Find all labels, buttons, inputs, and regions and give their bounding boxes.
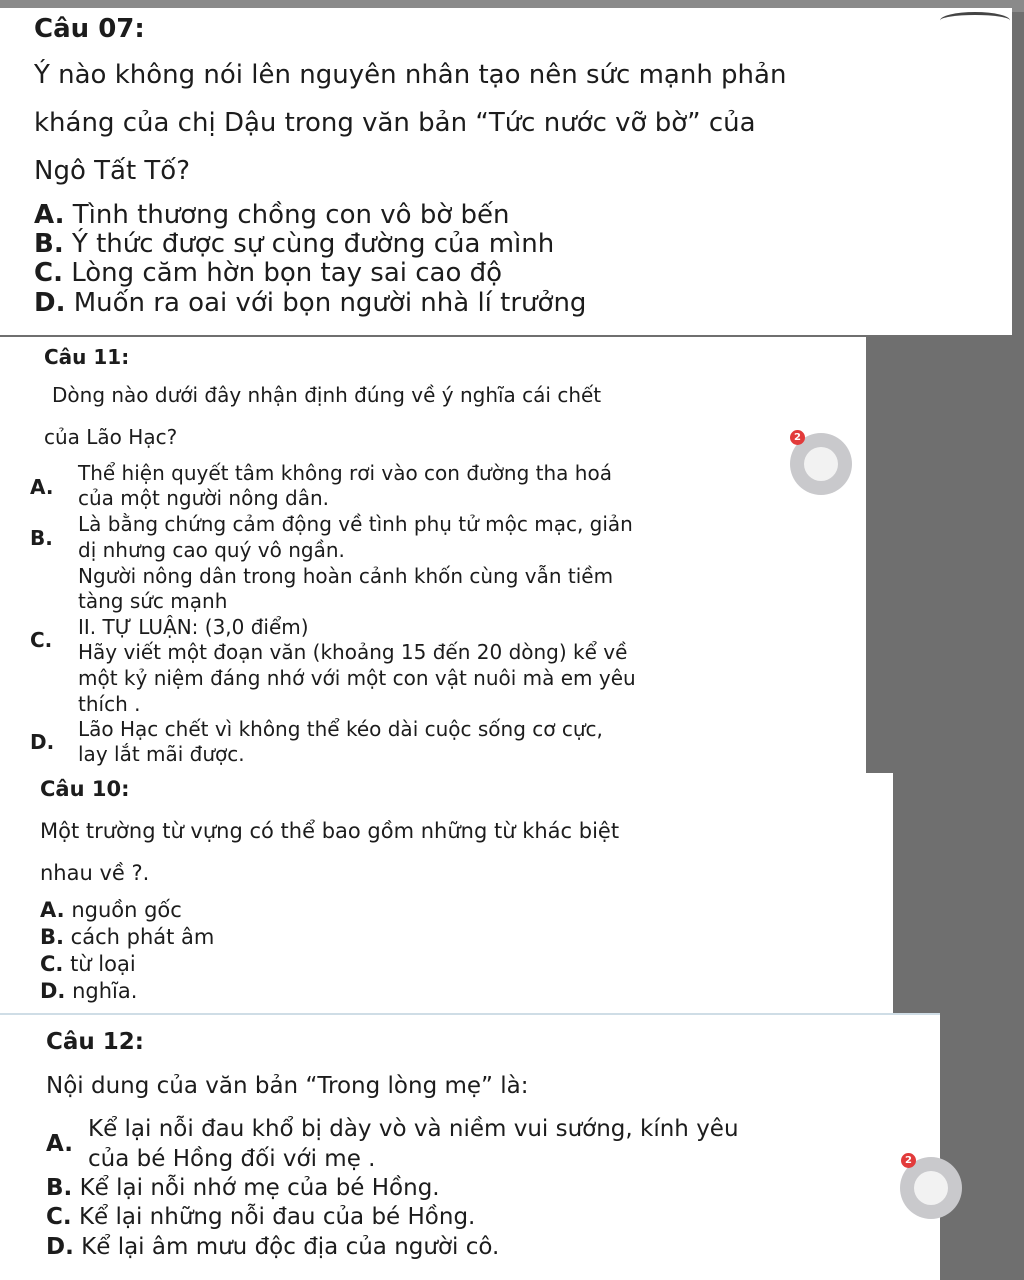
option-letter: A. (34, 200, 65, 230)
option-line: Thể hiện quyết tâm không rơi vào con đường tha hoá (78, 461, 612, 485)
option-c[interactable] (34, 258, 502, 288)
question-line: nhau về ?. (40, 861, 150, 885)
notification-badge: 2 (790, 430, 805, 445)
option-line: một kỷ niệm đáng nhớ với một con vật nuôi mà em yêu (78, 666, 636, 690)
option-d[interactable] (40, 979, 137, 1003)
option-d[interactable] (34, 288, 586, 318)
option-line: lay lắt mãi được. (78, 742, 245, 766)
option-text: Ý thức được sự cùng đường của mình (71, 229, 555, 259)
option-letter: A. (46, 1131, 73, 1157)
option-letter: A. (30, 475, 54, 499)
option-text: từ loại (70, 952, 136, 976)
option-letter: C. (30, 628, 53, 652)
question-12-card (0, 1013, 940, 1280)
option-letter: B. (34, 229, 64, 259)
option-a[interactable] (34, 200, 509, 230)
option-b[interactable] (40, 925, 214, 949)
option-line: II. TỰ LUẬN: (3,0 điểm) (78, 615, 309, 639)
question-line: Ngô Tất Tố? (34, 156, 190, 186)
option-c[interactable] (40, 952, 136, 976)
option-letter: C. (34, 258, 63, 288)
option-c[interactable] (46, 1204, 475, 1230)
option-text: Kể lại nỗi nhớ mẹ của bé Hồng. (79, 1175, 440, 1201)
question-title: Câu 12: (46, 1029, 144, 1055)
option-b[interactable] (34, 229, 554, 259)
option-letter: B. (46, 1175, 73, 1201)
option-letter: D. (46, 1234, 74, 1260)
option-a[interactable] (40, 898, 182, 922)
option-line: của một người nông dân. (78, 486, 330, 510)
option-letter: C. (40, 952, 64, 976)
option-line: Lão Hạc chết vì không thể kéo dài cuộc sống cơ cực, (78, 717, 603, 741)
question-line: Một trường từ vựng có thể bao gồm những từ khác biệt (40, 819, 620, 843)
option-text: nguồn gốc (71, 898, 182, 922)
option-text: Kể lại những nỗi đau của bé Hồng. (78, 1204, 476, 1230)
option-text: Lòng căm hờn bọn tay sai cao độ (71, 258, 503, 288)
option-letter: B. (30, 526, 53, 550)
option-text: Tình thương chồng con vô bờ bến (72, 200, 510, 230)
chat-head-icon (804, 447, 838, 481)
question-title: Câu 07: (34, 14, 145, 44)
option-text: Muốn ra oai với bọn người nhà lí trưởng (73, 288, 587, 318)
option-line: Hãy viết một đoạn văn (khoảng 15 đến 20 dòng) kể về (78, 640, 628, 664)
question-title: Câu 11: (44, 345, 130, 369)
option-letter: D. (34, 288, 66, 318)
option-text: nghĩa. (72, 979, 138, 1003)
option-text: Kể lại âm mưu độc địa của người cô. (81, 1234, 500, 1260)
question-line: của Lão Hạc? (44, 425, 178, 449)
option-line: Người nông dân trong hoàn cảnh khốn cùng vẫn tiềm (78, 564, 614, 588)
page-curl-icon (940, 12, 1010, 29)
option-line: tàng sức mạnh (78, 589, 228, 613)
option-b[interactable] (46, 1175, 440, 1201)
option-letter: A. (40, 898, 65, 922)
option-letter: D. (40, 979, 66, 1003)
question-line: Nội dung của văn bản “Trong lòng mẹ” là: (46, 1073, 529, 1099)
option-line: dị nhưng cao quý vô ngần. (78, 538, 345, 562)
option-line: thích . (78, 692, 141, 716)
question-line: Dòng nào dưới đây nhận định đúng về ý nghĩa cái chết (52, 383, 602, 407)
option-line: Là bằng chứng cảm động về tình phụ tử mộc mạc, giản (78, 512, 633, 536)
chat-head-icon (914, 1171, 948, 1205)
question-line: kháng của chị Dậu trong văn bản “Tức nước vỡ bờ” của (34, 108, 756, 138)
question-title: Câu 10: (40, 777, 130, 801)
option-line: của bé Hồng đối với mẹ . (88, 1146, 376, 1172)
option-text: cách phát âm (70, 925, 215, 949)
option-line: Kể lại nỗi đau khổ bị dày vò và niềm vui sướng, kính yêu (88, 1116, 739, 1142)
question-line: Ý nào không nói lên nguyên nhân tạo nên sức mạnh phản (34, 60, 787, 90)
notification-badge: 2 (901, 1153, 916, 1168)
question-10-card (0, 773, 893, 1013)
option-letter: C. (46, 1204, 72, 1230)
option-letter: B. (40, 925, 64, 949)
option-letter: D. (30, 730, 55, 754)
question-11-card (0, 337, 866, 773)
question-07-card (0, 8, 1012, 335)
option-d[interactable] (46, 1234, 499, 1260)
